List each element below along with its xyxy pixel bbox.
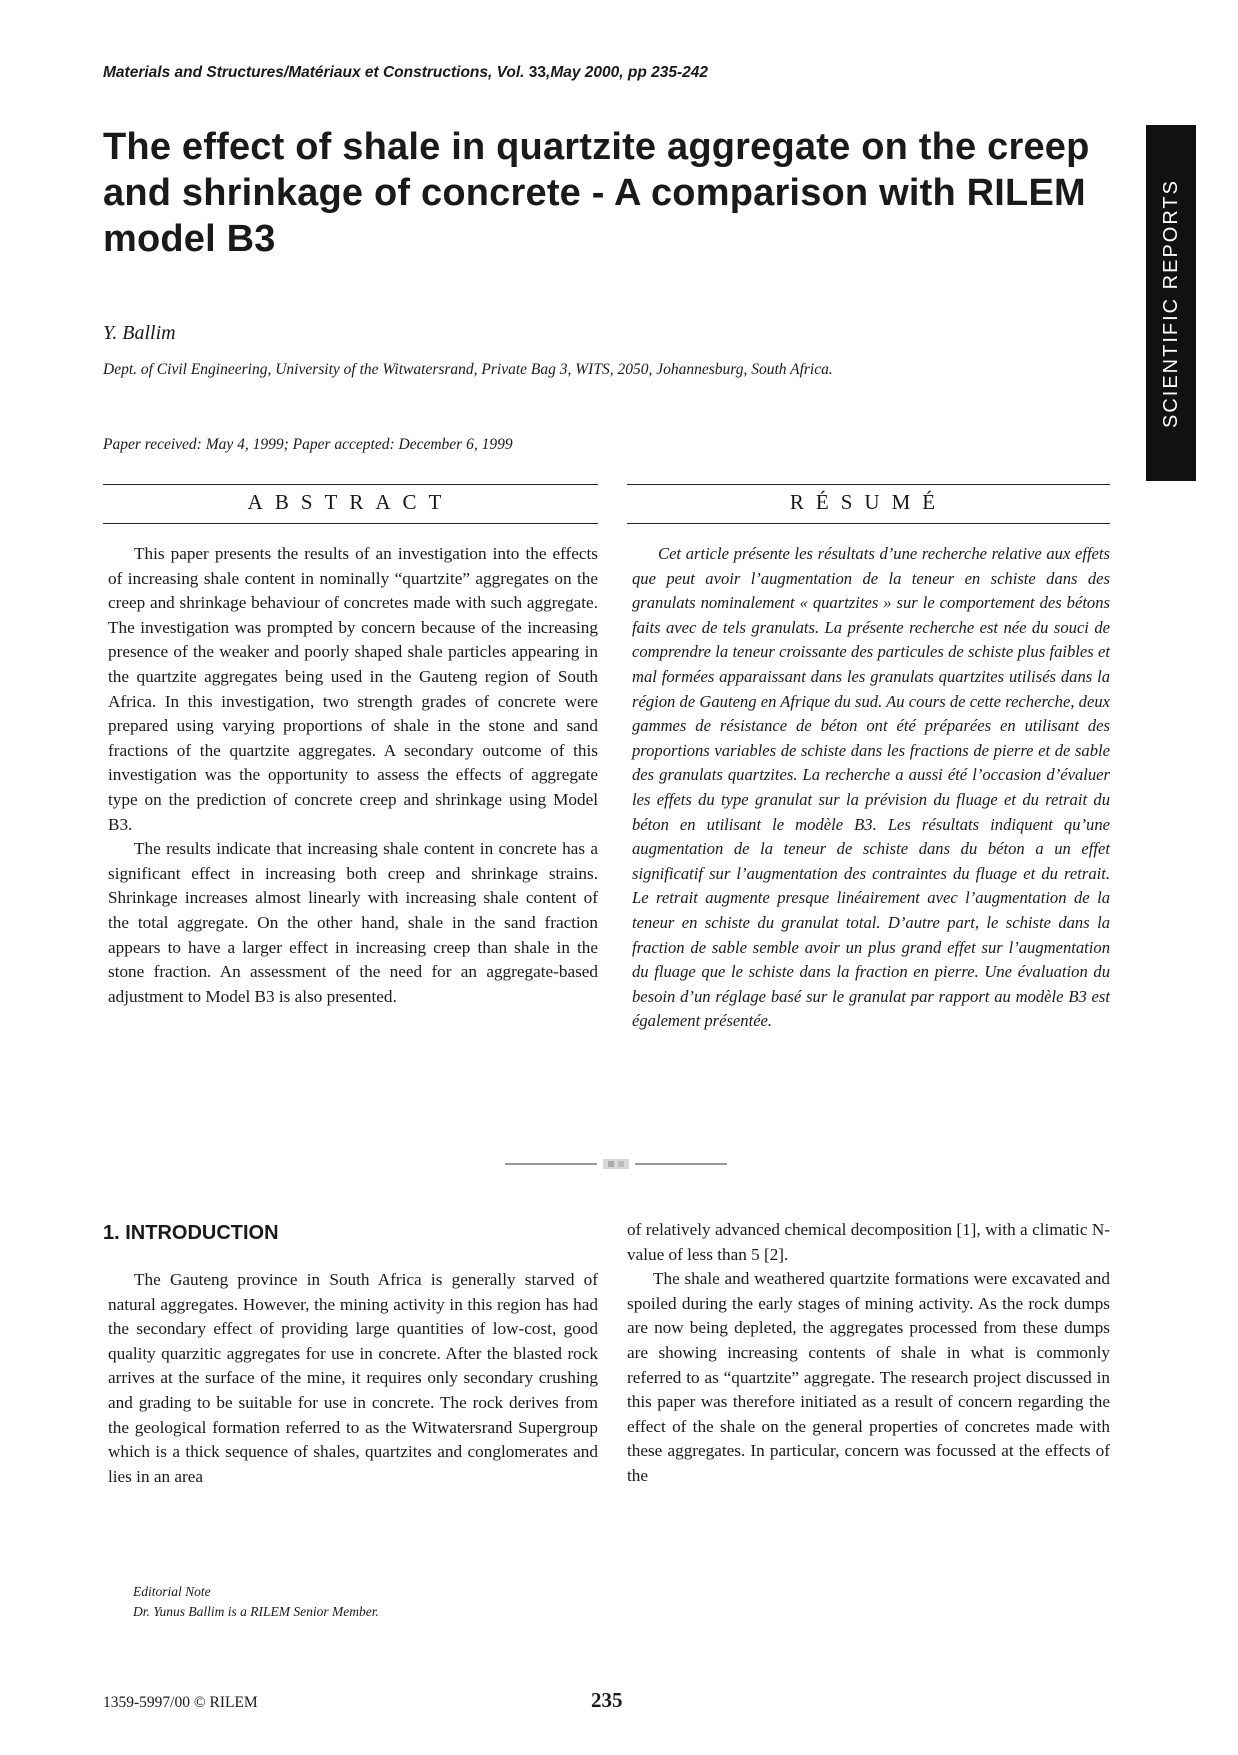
journal-volume: 33 [528,64,547,81]
introduction-column-left [108,1268,598,1489]
resume-bottom-rule [627,523,1110,524]
journal-suffix: ,May 2000, pp 235-242 [546,64,709,81]
paper-title [103,124,1103,262]
editorial-note-label: Editorial Note [133,1584,211,1599]
body-paragraph-continued: of relatively advanced chemical decomposition [1], with a climatic N-value of less than 5 [2]. [627,1220,1110,1264]
introduction-column-right [627,1218,1110,1489]
section-tab-label: SCIENTIFIC REPORTS [1159,178,1182,428]
author-name: Y. Ballim [103,322,176,344]
resume-top-rule [627,484,1110,485]
introduction-heading: 1. INTRODUCTION [103,1222,279,1244]
footer-issn: 1359-5997/00 © RILEM [103,1694,258,1711]
editorial-note [133,1582,379,1622]
title-line-3: model B3 [103,218,276,260]
journal-citation [103,64,708,82]
body-paragraph: The Gauteng province in South Africa is generally starved of natural aggregates. However, the mining activity in this region has had the secondary effect of providing large quantities of low-cost, good quality quarzitic aggregates for use in concrete. After the blasted rock arrives at the surface of the mine, it requires only secondary crushing and grading to be suitable for use in concrete. The rock derives from the geological formation referred to as the Witwatersrand Supergroup which is a thick sequence of shales, quartzites and conglomerates and lies in an area [108,1270,598,1486]
section-divider-ornament [505,1158,727,1170]
resume-paragraph: Cet article présente les résultats d’une recherche relative aux effets que peut avoir l’augmentation de la teneur en schiste dans des granulats nominalement « quartzites » sur le comportement des bétons faits avec de tels granulats. La présente recherche est née du souci de comprendre la teneur croissante des particules de schiste plus faibles et mal formées apparaissant dans les granulats quartzites utilisés dans la région de Gauteng en Afrique du sud. Au cours de cette recherche, deux gammes de résistance de béton ont été préparées en utilisant des proportions variables de schiste dans les fractions de pierre et de sable des granulats quartzites. La recherche a aussi été l’occasion d’évaluer les effets du type granulat sur la prévision du fluage et du retrait du béton en utilisant le modèle B3. Les résultats indiquent qu’une augmentation de la teneur de schiste dans du béton a un effet significatif sur l’augmentation des contraintes du fluage et du retrait. Le retrait augmente presque linéairement avec l’augmentation de la teneur en schiste du granulat total. D’autre part, le schiste dans la fraction de sable semble avoir un plus grand effet sur l’augmentation du fluage que le schiste dans la fraction en pierre. Une évaluation du besoin d’un réglage basé sur le granulat par rapport au modèle B3 est également présentée. [632,544,1110,1031]
title-line-1: The effect of shale in quartzite aggregate on the creep [103,126,1090,168]
journal-prefix: Materials and Structures/Matériaux et Constructions, Vol. [103,64,529,81]
section-tab [1146,125,1196,481]
resume-body [632,542,1110,1034]
editorial-note-text: Dr. Yunus Ballim is a RILEM Senior Member. [133,1604,379,1619]
author-affiliation: Dept. of Civil Engineering, University of the Witwatersrand, Private Bag 3, WITS, 2050, Johannesburg, South Africa. [103,361,833,378]
page-number: 235 [591,1688,623,1712]
abstract-body [108,542,598,1009]
abstract-bottom-rule [103,523,598,524]
abstract-paragraph: This paper presents the results of an investigation into the effects of increasing shale content in nominally “quartzite” aggregates on the creep and shrinkage behaviour of concretes made with such aggregate. The investigation was prompted by concern because of the increasing presence of the weaker and poorly shaped shale particles appearing in the quartzite aggregates being used in the Gauteng region of South Africa. In this investigation, two strength grades of concrete were prepared using varying proportions of shale in the stone and sand fractions of the quartzite aggregates. A secondary outcome of this investigation was the opportunity to assess the effects of aggregate type on the prediction of concrete creep and shrinkage using Model B3. [108,544,598,834]
title-line-2: and shrinkage of concrete - A comparison with RILEM [103,172,1086,214]
paper-dates: Paper received: May 4, 1999; Paper accepted: December 6, 1999 [103,436,513,453]
abstract-heading: ABSTRACT [247,490,454,514]
body-paragraph: The shale and weathered quartzite formations were excavated and spoiled during the early stages of mining activity. As the rock dumps are now being depleted, the aggregates processed from these dumps are showing increasing contents of shale in what is commonly referred to as “quartzite” aggregate. The research project discussed in this paper was therefore initiated as a result of concern regarding the effect of the shale on the general properties of concretes made with these aggregates. In particular, concern was focussed at the effects of the [627,1269,1110,1485]
resume-heading: RÉSUMÉ [789,490,948,514]
abstract-top-rule [103,484,598,485]
abstract-paragraph: The results indicate that increasing shale content in concrete has a significant effect in increasing both creep and shrinkage strains. Shrinkage increases almost linearly with increasing shale content of the total aggregate. On the other hand, shale in the sand fraction appears to have a larger effect in increasing creep than shale in the stone fraction. An assessment of the need for an aggregate-based adjustment to Model B3 is also presented. [108,839,598,1006]
